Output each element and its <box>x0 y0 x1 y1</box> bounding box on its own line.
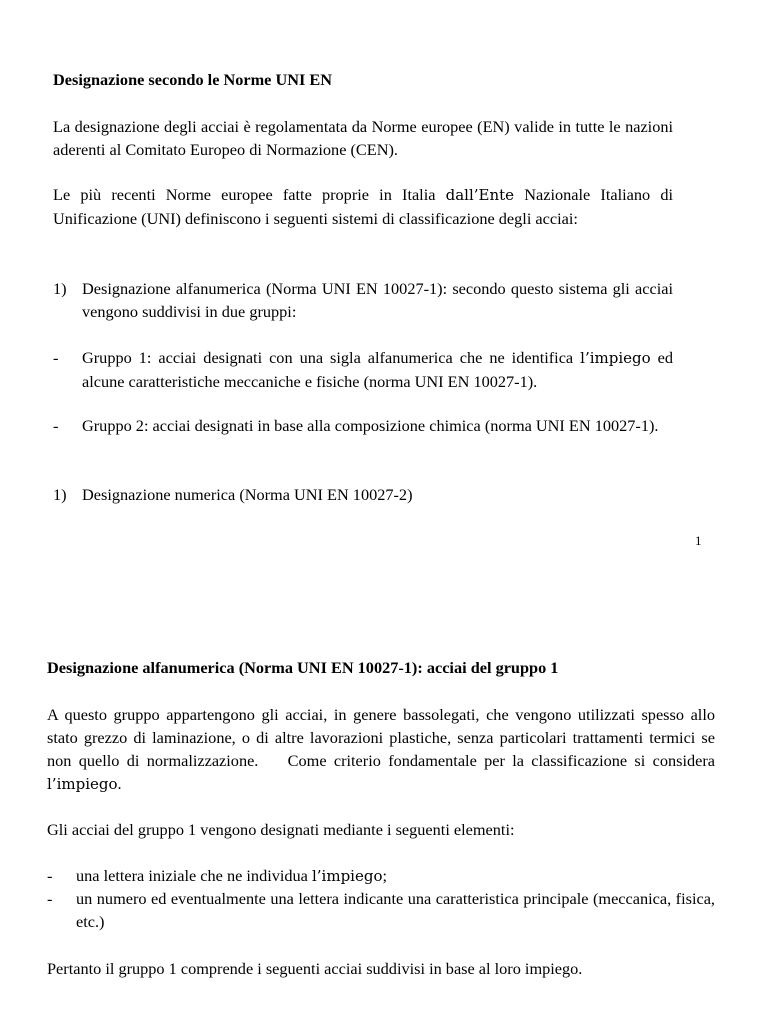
paragraph-gruppo-1-intro <box>47 703 720 796</box>
gruppo-1-intro-text-a: A questo gruppo appartengono gli acciai, in genere bassolegati, che vengono utilizzati spesso allo stato grezzo di laminazione, o di altre lavorazioni plastiche, senza particolari trattamenti termici se non quello di normalizzazione. Come criterio fondamentale per la classificazione si considera <box>47 705 720 770</box>
gruppo-1-intro-text-b: . <box>117 774 122 793</box>
bullet-dash: - <box>47 866 53 885</box>
section-heading-gruppo-1: Designazione alfanumerica (Norma UNI EN 10027-1): acciai del gruppo 1 <box>47 658 559 677</box>
lettera-text-a: una lettera iniziale che ne individua <box>76 866 312 885</box>
paragraph-elementi: Gli acciai del gruppo 1 vengono designati mediante i seguenti elementi: <box>47 820 515 839</box>
numbered-item-numerica <box>53 483 673 506</box>
list-number: 1) <box>53 279 67 298</box>
paragraph-uni-systems-text-a: Le più recenti Norme europee fatte proprie in Italia <box>53 185 446 204</box>
bullet-item-gruppo-1 <box>53 346 673 415</box>
numbered-item-text: Designazione alfanumerica (Norma UNI EN 10027-1): secondo questo sistema gli acciai vengono suddivisi in due gruppi: <box>82 279 673 321</box>
list-number: 1) <box>53 485 67 504</box>
paragraph-intro: La designazione degli acciai è regolamentata da Norme europee (EN) valide in tutte le nazioni aderenti al Comitato Europeo di Normazione (CEN). <box>53 117 673 159</box>
section-heading-uni-en: Designazione secondo le Norme UNI EN <box>53 70 333 89</box>
bullet-item-text: Gruppo 2: acciai designati in base alla composizione chimica (norma UNI EN 10027-1). <box>82 416 659 435</box>
bullet-item-numero <box>47 887 715 933</box>
paragraph-pertanto: Pertanto il gruppo 1 comprende i seguenti acciai suddivisi in base al loro impiego. <box>47 959 583 978</box>
bullet-item-text <box>76 864 715 888</box>
bullet-item-text <box>82 346 673 393</box>
bullet-item-lettera <box>47 864 715 887</box>
bullet-item-text: un numero ed eventualmente una lettera indicante una caratteristica principale (meccanica, fisica, etc.) <box>76 889 715 931</box>
lettera-text-b: ; <box>382 866 388 885</box>
numbered-item-text: Designazione numerica (Norma UNI EN 10027-2) <box>82 485 413 504</box>
gruppo-1-impiego: l’impiego <box>580 349 651 367</box>
bullet-item-gruppo-2 <box>53 414 673 460</box>
gruppo-1-text-a: Gruppo 1: acciai designati con una sigla alfanumerica che ne identifica <box>82 348 581 367</box>
paragraph-uni-systems-ente: dall’Ente <box>445 186 515 204</box>
paragraph-uni-systems-text-b: Nazionale Italiano di Unificazione (UNI) definiscono i seguenti sistemi di classificazione degli acciai: <box>53 185 673 228</box>
document-page-2 <box>0 560 768 1024</box>
page-number: 1 <box>695 533 702 548</box>
bullet-dash: - <box>47 889 53 908</box>
gruppo-1-text-b: ed alcune caratteristiche meccaniche e fisiche (norma UNI EN 10027-1). <box>82 348 673 391</box>
paragraph-uni-systems <box>53 183 673 230</box>
bullet-dash: - <box>53 348 59 367</box>
numbered-item-alfanumerica <box>53 277 673 323</box>
bullet-dash: - <box>53 416 59 435</box>
lettera-impiego: l’impiego <box>311 867 383 885</box>
gruppo-1-intro-impiego: l’impiego <box>47 775 118 793</box>
